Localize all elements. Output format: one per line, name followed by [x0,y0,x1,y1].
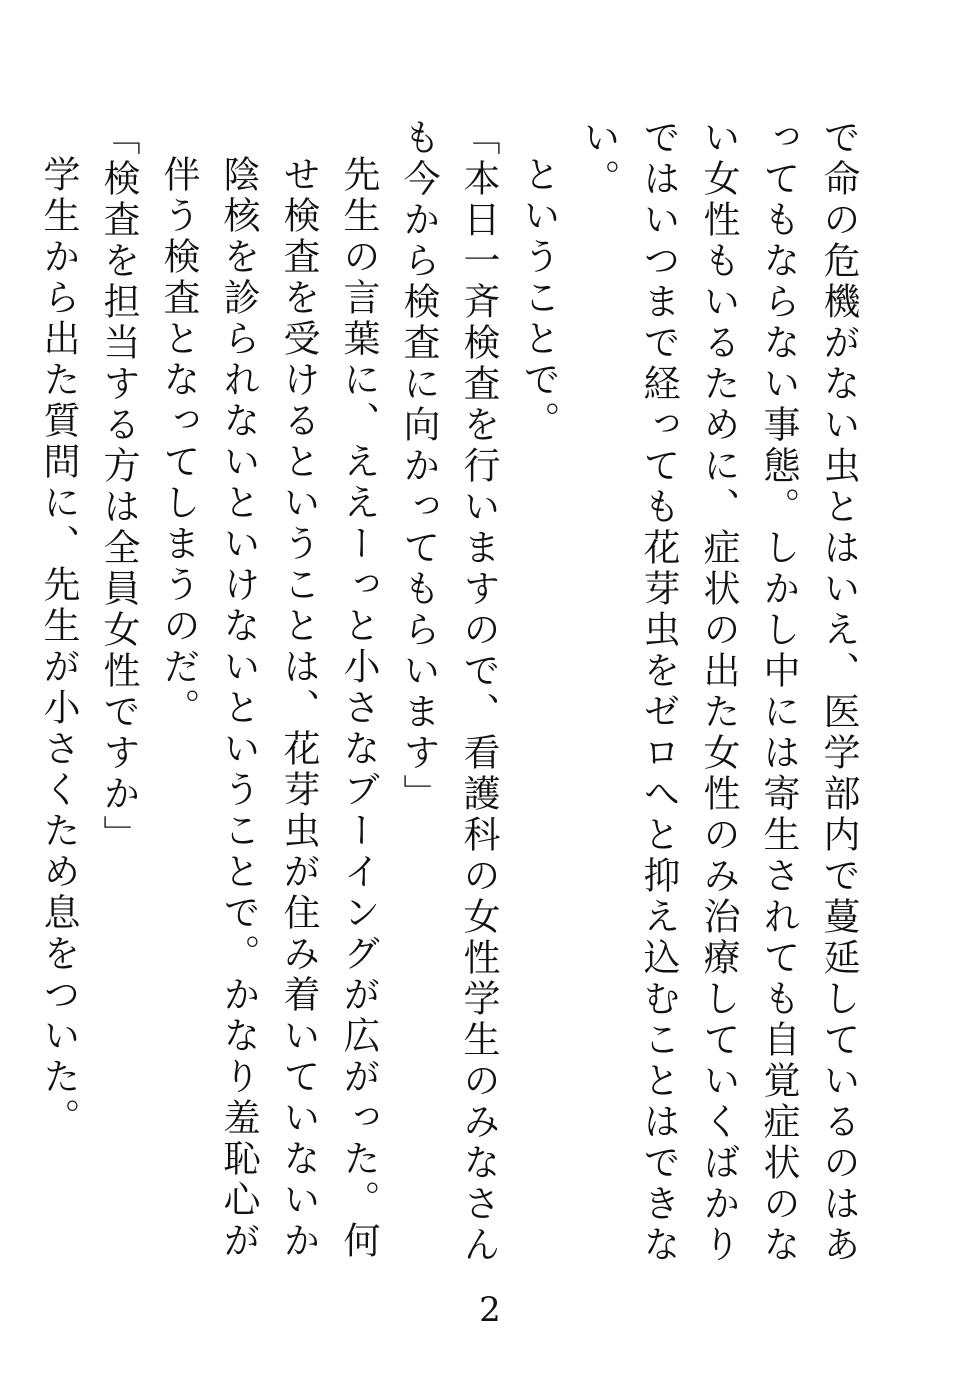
paragraph-1: で命の危機がない虫とはいえ、医学部内で蔓延しているのはあってもならない事態。しかし中には寄生されても自覚症状のない女性もいるために、症状の出た女性のみ治療していくばかりではいつまで経っても花芽虫をゼロへと抑え込むことはできない。 [577,118,860,1266]
vertical-text-body [37,118,868,1288]
paragraph-4: 学生から出た質問に、先生が小さくため息をついた。 [37,155,80,1139]
paragraph-3: 先生の言葉に、ええーっと小さなブーイングが広がった。何せ検査を受けるということは、花芽虫が住み着いていないか陰核を診られないといけないということで。かなり羞恥心が伴う検査となってしまうのだ。 [157,155,380,1262]
dialogue-1: 「本日一斉検査を行いますので、看護科の女性学生のみなさんも今から検査に向かってもらいます」 [397,118,500,1266]
dialogue-2: 「検査を担当する方は全員女性ですか」 [97,118,140,856]
paragraph-2: ということで。 [517,155,560,442]
page-number: 2 [479,1290,501,1330]
